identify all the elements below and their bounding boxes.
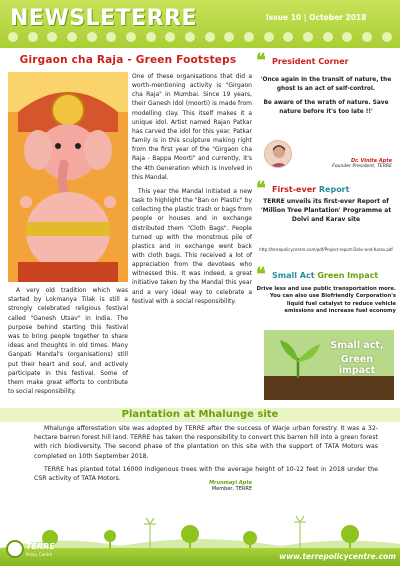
battery-icon (323, 32, 333, 42)
newsletter-header (0, 0, 400, 48)
report-link[interactable]: http://terrepolicycentre.com/pdf/Project-report-Dolvi-and-Karav.pdf (259, 247, 393, 252)
flower-icon (224, 32, 234, 42)
plantation-paragraph: Mhalunge afforestation site was adopted by TERRE after the success of Warje urban forestry. It was a 32-hectare barren forest hill land. TERRE has taken the responsibility to convert this barren hill into a green forest with rich biodiversity. The second phase of the plantation on this site with the support of TATA Motors was completed on 10th September 2018. (34, 425, 378, 460)
bird-icon (205, 32, 215, 42)
plantation-title: Plantation at Mhalunge site (121, 409, 279, 420)
image-caption-line-2: Green impact (338, 354, 376, 376)
issue-label: Issue 10 | October 2018 (266, 13, 367, 22)
quote-line: 'Once again in the transit of nature, the ghost is an act of self-control. (260, 77, 392, 92)
president-role: Founder President, TERRE (332, 164, 392, 169)
quote-icon: ❝ (256, 264, 266, 285)
small-act-title: Small Act (272, 270, 315, 280)
plant-icon (185, 32, 195, 42)
president-name: Dr. Vinita Apte (350, 158, 392, 164)
article-paragraph: A very old tradition which was started by Lokmanya Tilak is still a strongly celebrated religious festival called "Ganesh Utsav" in India. The purpose behind starting this festival was to bring people together to share ideas and thoughts in old times. Many Ganpati Mandal's (organisations) still put their heart and soul, and actively participate in this festival. Some of them make great efforts to contribute to social responsibility. (8, 287, 128, 396)
president-avatar (264, 140, 292, 168)
wind-icon (165, 32, 175, 42)
leaf-icon (28, 32, 38, 42)
recycle-icon (47, 32, 57, 42)
fish-icon (283, 32, 293, 42)
first-ever-report-heading (256, 178, 396, 199)
logo-mark-icon (6, 540, 24, 558)
bicycle-icon (303, 32, 313, 42)
seedling-icon (362, 32, 372, 42)
plantation-paragraph: TERRE has planted total 16000 indigenous trees with the average height of 10-12 feet in 2018 under the CSR activity of TATA Motors. (34, 465, 378, 483)
logo-text: TERRE (26, 542, 55, 551)
byline-role: Member, TERRE (211, 486, 252, 492)
quote-line: Be aware of the wrath of nature. Save nature before it's too late !!' (263, 100, 389, 115)
president-corner-title: President Corner (272, 56, 349, 66)
report-title: Report (318, 184, 350, 194)
plantation-article (34, 424, 378, 483)
article-column-left (8, 286, 128, 396)
byline-name: Mrunmayi Apte (209, 480, 252, 486)
small-act-image (264, 330, 394, 400)
green-impact-title: Green Impact (317, 270, 379, 280)
header-icon-row (4, 32, 396, 46)
small-act-heading (256, 264, 396, 285)
quote-icon: ❝ (256, 50, 266, 71)
ganesh-idol-illustration (8, 72, 128, 282)
earth-icon (382, 32, 392, 42)
first-ever-report-text: TERRE unveils its first-ever Report of 'Million Tree Plantation' Programme at Dolvi and Karav site (260, 198, 392, 223)
ganesh-idol-image (8, 72, 128, 282)
image-caption-line-1: Small act, (330, 340, 384, 351)
eco-icon (8, 32, 18, 42)
house-icon (342, 32, 352, 42)
globe-icon (126, 32, 136, 42)
mountain-icon (264, 32, 274, 42)
president-quote (256, 76, 396, 116)
terre-logo (4, 538, 62, 564)
first-ever-title: First-ever (272, 184, 317, 194)
bulb-icon (146, 32, 156, 42)
sun-icon (106, 32, 116, 42)
cloud-icon (244, 32, 254, 42)
president-signature (296, 158, 392, 169)
president-corner-heading (256, 50, 396, 71)
small-act-text: Drive less and use public transportation more. You can also use Biofriendly Corporation's liquid fuel catalyst to reduce vehicle emissions and increase fuel economy (256, 286, 396, 315)
website-link[interactable]: www.terrepolicycentre.com (279, 552, 396, 561)
water-drop-icon (67, 32, 77, 42)
masthead-title: NEWSLETERRE (10, 6, 198, 31)
article-paragraph: One of these organisations that did a worth-mentioning activity is "Girgaon cha Raja" in Mumbai. Since 19 years, their Ganesh Idol (moorti) is made from modelling clay. This itself makes it a unique idol. Artist named Rajan Patkar has carved the idol for this year. Patkar family is in this sculpture making right from the first year of the "Girgaon cha Raja - Bappa Moorti" and currently, it's the 4th Generation which is involved in this Mandal. (132, 73, 252, 181)
logo-subtitle: Policy Centre (26, 552, 53, 557)
quote-icon: ❝ (256, 178, 266, 199)
main-article-title: Girgaon cha Raja - Green Footsteps (19, 54, 237, 66)
article-paragraph: This year the Mandal initiated a new task to highlight the "Ban on Plastic" by collecting the plastic trash or bags from people or houses and in exchange distributed them "Cloth Bags". People turned up with the monstrous pile of plastics and in exchange went back with cloth bags. This received a lot of appreciation from the devotees who witnessed this. It was indeed, a great initiative taken by the Mandal this year and a very ideal way to celebrate a festival with a social responsibility. (132, 187, 252, 305)
tree-icon (87, 32, 97, 42)
article-column-middle (132, 72, 252, 306)
